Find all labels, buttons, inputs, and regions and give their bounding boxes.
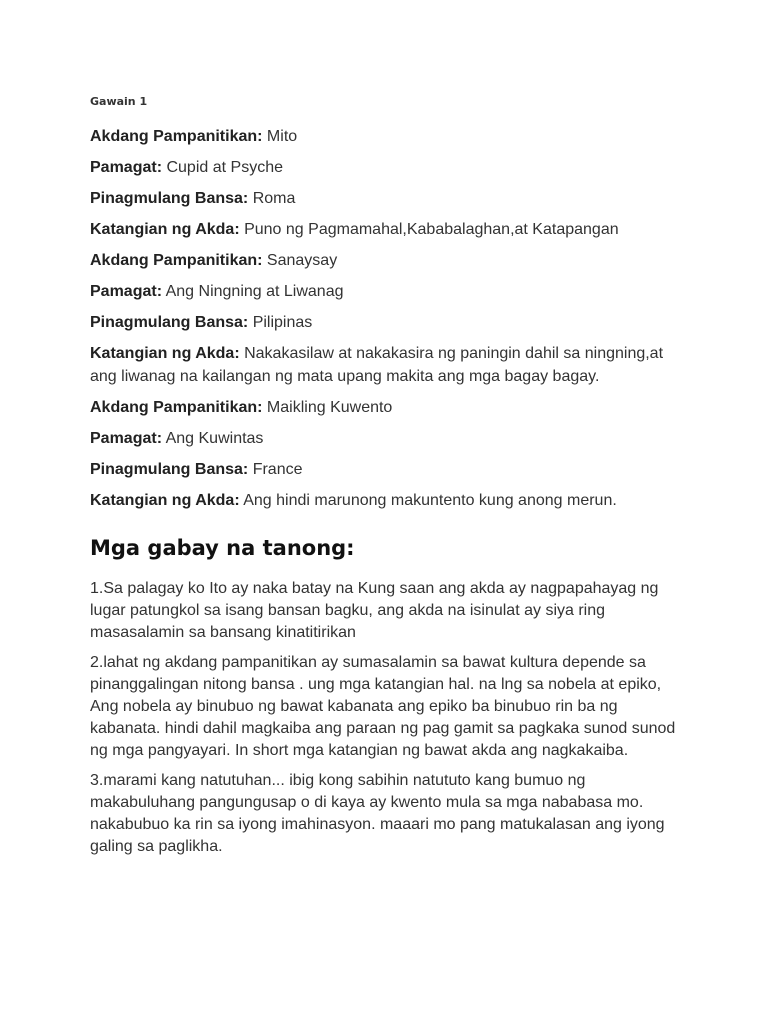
entry-value: Ang Kuwintas: [162, 430, 264, 447]
entry-value: Puno ng Pagmamahal,Kababalaghan,at Katapangan: [239, 221, 619, 238]
document-header: Gawain 1: [90, 95, 148, 108]
answer-paragraph: 1.Sa palagay ko Ito ay naka batay na Kung saan ang akda ay nagpapahayag ng lugar patungkol sa isang bansan bagku, ang akda na isinulat ay siya ring masasalamin sa bansang kinatitirikan: [90, 580, 659, 641]
entry-label: Pinagmulang Bansa:: [90, 314, 249, 331]
entry-label: Pamagat:: [90, 159, 163, 176]
entry-row: [90, 458, 688, 481]
entry-label: Katangian ng Akda:: [90, 492, 240, 509]
entry-label: Pamagat:: [90, 283, 163, 300]
entry-value: Ang Ningning at Liwanag: [162, 283, 344, 300]
entry-value: Sanaysay: [262, 252, 338, 269]
entry-label: Akdang Pampanitikan:: [90, 128, 263, 145]
entry-label: Katangian ng Akda:: [90, 221, 240, 238]
section-title: Mga gabay na tanong:: [90, 536, 355, 560]
entry-label: Katangian ng Akda:: [90, 345, 240, 362]
entry-label: Akdang Pampanitikan:: [90, 399, 263, 416]
entry-row: [90, 249, 688, 272]
entry-label: Pamagat:: [90, 430, 163, 447]
entry-value: Mito: [262, 128, 298, 145]
answer-paragraph: 2.lahat ng akdang pampanitikan ay sumasalamin sa bawat kultura depende sa pinanggalingan nitong bansa . ung mga katangian hal. na lng sa nobela at epiko, Ang nobela ay binubuo ng bawat kabanata ang epiko ba binubuo rin ba ng kabanata. hindi dahil magkaiba ang paraan ng pag gamit sa pagkaka sunod sunod ng mga pangyayari. In short mga katangian ng bawat akda ang nagkakaiba.: [90, 654, 676, 759]
entry-value: Pilipinas: [248, 314, 313, 331]
entries-list: [90, 125, 688, 512]
entry-value: France: [248, 461, 303, 478]
entry-value: Roma: [248, 190, 296, 207]
answers-list: [90, 578, 688, 858]
entry-row: [90, 427, 688, 450]
answer-paragraph: 3.marami kang natutuhan... ibig kong sabihin natututo kang bumuo ng makabuluhang pangungusap o di kaya ay kwento mula sa mga nababasa mo. nakabubuo ka rin sa iyong imahinasyon. maaari mo pang matukalasan ang iyong galing sa paglikha.: [90, 772, 665, 855]
entry-row: [90, 125, 688, 148]
entry-label: Akdang Pampanitikan:: [90, 252, 263, 269]
entry-row: [90, 280, 688, 303]
entry-row: [90, 342, 688, 388]
entry-value: Cupid at Psyche: [162, 159, 283, 176]
entry-row: [90, 311, 688, 334]
entry-row: [90, 489, 688, 512]
entry-value: Ang hindi marunong makuntento kung anong merun.: [239, 492, 617, 509]
entry-label: Pinagmulang Bansa:: [90, 190, 249, 207]
entry-value: Maikling Kuwento: [262, 399, 393, 416]
entry-value: Nakakasilaw at nakakasira ng paningin dahil sa ningning,at ang liwanag na kailangan ng mata upang makita ang mga bagay bagay.: [90, 345, 664, 385]
entry-row: [90, 156, 688, 179]
entry-row: [90, 187, 688, 210]
entry-label: Pinagmulang Bansa:: [90, 461, 249, 478]
entry-row: [90, 218, 688, 241]
entry-row: [90, 396, 688, 419]
